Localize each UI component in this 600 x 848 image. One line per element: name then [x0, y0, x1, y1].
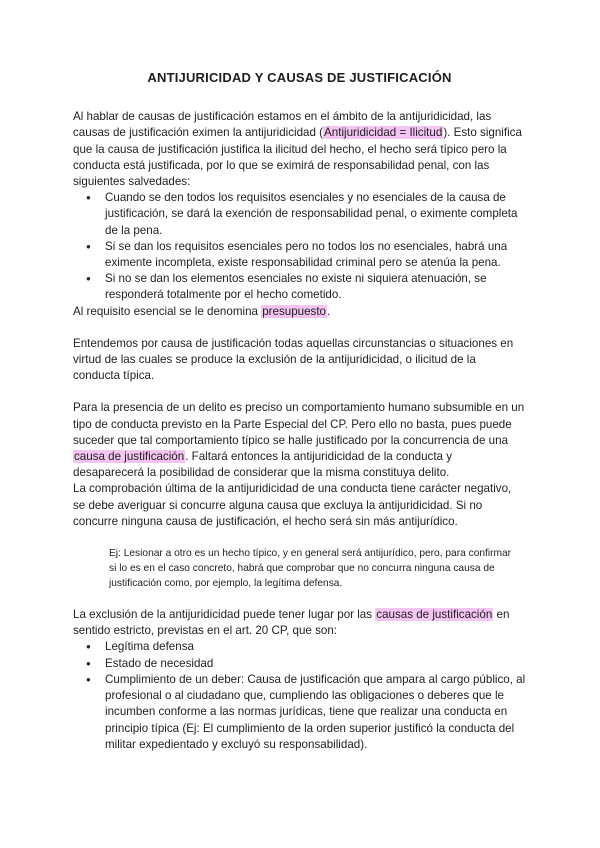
list-causas [73, 639, 526, 752]
list-item: ● Legítima defensa [105, 639, 526, 655]
text: Al hablar de causas de justificación estamos en el ámbito de la antijuridicidad, las causas de justificación eximen la antijuridicidad ( [73, 110, 492, 140]
highlight-causas-justificacion: causas de justificación [376, 608, 493, 622]
highlight-antijuridicidad: Antijuridicidad = Ilicitud [324, 126, 443, 140]
list-salvedades [73, 190, 526, 303]
text: . [327, 304, 331, 318]
paragraph-presupuesto [73, 304, 526, 320]
text: Al requisito esencial se le denomina [73, 304, 262, 318]
text: ). Esto significa que la causa de justificación justifica la ilicitud del hecho, el hecho será típico pero la conducta está justificada, por lo que se eximirá de responsabilidad penal, con las siguientes salvedades: [73, 126, 522, 189]
example-note: Ej: Lesionar a otro es un hecho típico, y en general será antijurídico, pero, para confirmar si lo es en el caso concreto, habrá que comprobar que no concurra ninguna causa de justificación como, por ejemplo, la legítima defensa. [109, 548, 512, 590]
paragraph-definition: Entendemos por causa de justificación todas aquellas circunstancias o situaciones en virtud de las cuales se produce la exclusión de la antijuridicidad, o ilicitud de la conducta típica. [73, 336, 514, 383]
highlight-presupuesto: presupuesto [262, 304, 326, 318]
text: en sentido estricto, previstas en el art. 20 CP, que son: [73, 608, 510, 638]
text: Para la presencia de un delito es preciso un comportamiento humano subsumible en un tipo de conducta previsto en la Parte Especial del CP. Pero ello no basta, pues puede suceder que tal comportamiento típico se halle justificado por la concurrencia de una [73, 401, 525, 447]
paragraph-comprobacion: La comprobación última de la antijuridicidad de una conducta tiene carácter negativo, se debe averiguar si concurre alguna causa que excluya la antijuridicidad. Si no concurre ninguna causa de justificación, el hecho será sin más antijurídico. [73, 482, 512, 528]
list-item: ● Si se dan los requisitos esenciales pero no todos los no esenciales, habrá una eximente incompleta, existe responsabilidad criminal pero se atenúa la pena. [105, 239, 526, 271]
paragraph-intro [73, 109, 526, 190]
page-title: ANTIJURICIDAD Y CAUSAS DE JUSTIFICACIÓN [147, 70, 452, 85]
list-item: ● Estado de necesidad [105, 656, 526, 672]
list-item: ● Si no se dan los elementos esenciales no existe ni siquiera atenuación, se responderá totalmente por el hecho cometido. [105, 271, 526, 303]
paragraph-exclusion [73, 607, 526, 639]
list-item: ● Cuando se den todos los requisitos esenciales y no esenciales de la causa de justificación, se dará la exención de responsabilidad penal, o eximente completa de la pena. [105, 190, 526, 239]
text: La exclusión de la antijuridicidad puede tener lugar por las [73, 608, 376, 622]
paragraph-presence [73, 400, 526, 481]
text: . Faltará entonces la antijuridicidad de la conducta y desaparecerá la posibilidad de considerar que la misma constituya delito. [73, 450, 453, 480]
list-item: ● Cumplimiento de un deber: Causa de justificación que ampara al cargo público, al profesional o al ciudadano que, cumpliendo las obligaciones o deberes que le incumben conforme a las normas jurídicas, tiene que realizar una conducta en principio típica (Ej: El cumplimiento de la orden superior justificó la conducta del militar expedientado y excluyó su responsabilidad). [105, 672, 526, 753]
highlight-causa-justificacion: causa de justificación [74, 450, 185, 464]
